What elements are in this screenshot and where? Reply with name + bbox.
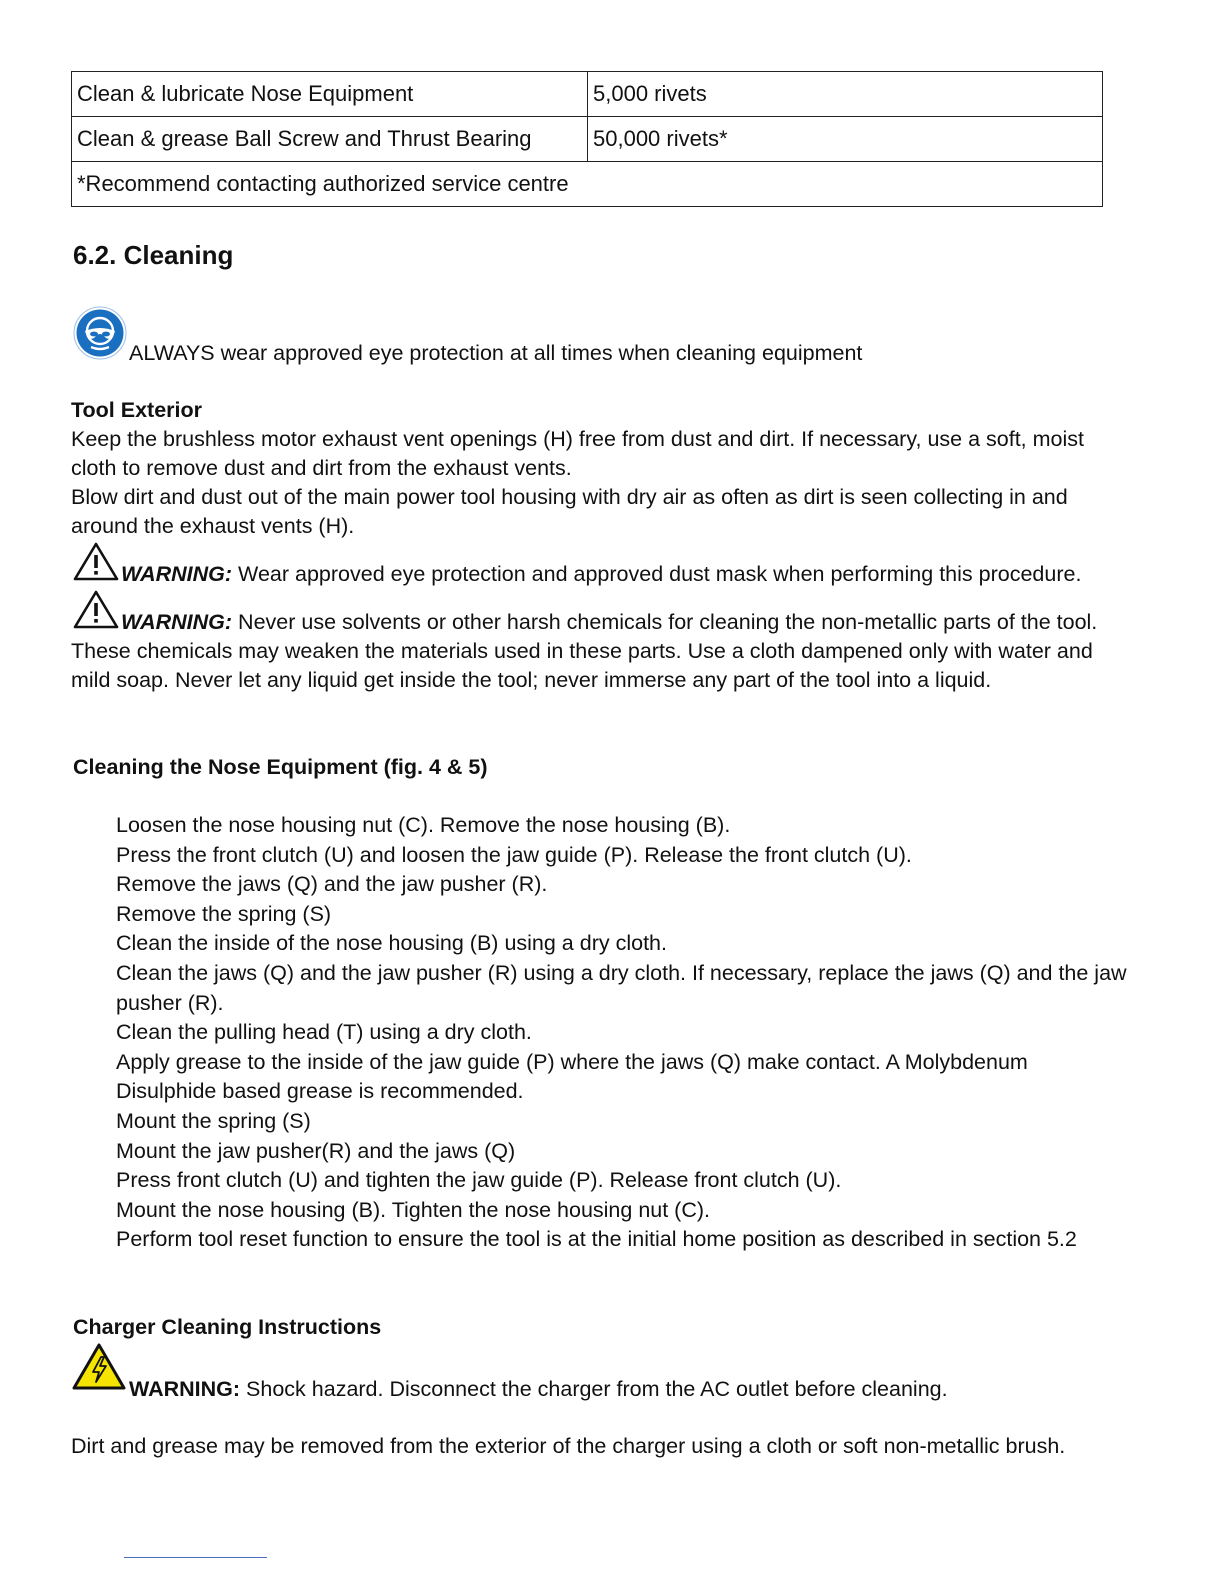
list-item: Loosen the nose housing nut (C). Remove the nose housing (B). xyxy=(116,813,731,837)
list-item: Mount the spring (S) xyxy=(116,1108,311,1133)
list-item: Mount the jaw pusher(R) and the jaws (Q) xyxy=(116,1138,516,1163)
charger-shock-warning xyxy=(129,1375,948,1404)
paragraph-line: mild soap. Never let any liquid get inside the tool; never immerse any part of the tool into a liquid. xyxy=(71,668,992,692)
warning-triangle-icon xyxy=(73,589,119,629)
table-row xyxy=(72,72,1103,117)
table-footnote: *Recommend contacting authorized service centre xyxy=(72,162,1103,207)
list-item: Clean the pulling head (T) using a dry cloth. xyxy=(116,1020,532,1045)
nose-equipment-steps xyxy=(116,811,1156,1255)
paragraph-line: cloth to remove dust and dirt from the exhaust vents. xyxy=(71,456,572,480)
warning-text: Wear approved eye protection and approved dust mask when performing this procedure. xyxy=(232,562,1082,586)
list-item: Remove the spring (S) xyxy=(116,901,332,926)
table-cell-interval: 5,000 rivets xyxy=(588,72,1103,117)
warning-eye-dust xyxy=(121,560,1081,589)
table-row-footnote xyxy=(72,162,1103,207)
list-item: Press front clutch (U) and tighten the jaw guide (P). Release front clutch (U). xyxy=(116,1168,842,1193)
warning-label: WARNING: xyxy=(121,610,233,634)
paragraph-line: around the exhaust vents (H). xyxy=(71,514,355,538)
warning-text: Never use solvents or other harsh chemicals for cleaning the non-metallic parts of the tool. xyxy=(232,610,1098,634)
list-item: Disulphide based grease is recommended. xyxy=(116,1079,524,1104)
warning-text: Shock hazard. Disconnect the charger from the AC outlet before cleaning. xyxy=(240,1377,948,1401)
paragraph-line: Blow dirt and dust out of the main power tool housing with dry air as often as dirt is seen collecting in and xyxy=(71,485,1068,509)
paragraph-line: Keep the brushless motor exhaust vent openings (H) free from dust and dirt. If necessary, use a soft, moist xyxy=(71,427,1084,451)
tool-exterior-heading: Tool Exterior xyxy=(71,398,203,422)
footer-divider xyxy=(124,1557,267,1558)
maintenance-table xyxy=(71,71,1103,207)
warning-solvents xyxy=(121,608,1097,637)
table-row xyxy=(72,117,1103,162)
electric-shock-warning-icon xyxy=(71,1342,127,1392)
list-item: Remove the jaws (Q) and the jaw pusher (R). xyxy=(116,872,548,897)
warning-triangle-icon xyxy=(73,541,119,581)
list-item: Clean the inside of the nose housing (B) using a dry cloth. xyxy=(116,931,667,956)
list-item: Perform tool reset function to ensure the tool is at the initial home position as described in section 5.2 xyxy=(116,1227,1077,1252)
list-item: Apply grease to the inside of the jaw guide (P) where the jaws (Q) make contact. A Molybdenum xyxy=(116,1049,1028,1074)
list-item: Mount the nose housing (B). Tighten the nose housing nut (C). xyxy=(116,1197,711,1222)
paragraph-line: These chemicals may weaken the materials used in these parts. Use a cloth dampened only with water and xyxy=(71,639,1093,663)
list-item: Clean the jaws (Q) and the jaw pusher (R) using a dry cloth. If necessary, replace the jaws (Q) and the jaw xyxy=(116,960,1127,985)
section-title: 6.2. Cleaning xyxy=(73,240,234,270)
warning-label: WARNING: xyxy=(129,1377,241,1401)
table-cell-interval: 50,000 rivets* xyxy=(588,117,1103,162)
charger-cleaning-text: Dirt and grease may be removed from the exterior of the charger using a cloth or soft non-metallic brush. xyxy=(71,1434,1066,1458)
eye-protection-icon xyxy=(73,306,127,360)
list-item: pusher (R). xyxy=(116,990,224,1015)
eye-protection-notice: ALWAYS wear approved eye protection at all times when cleaning equipment xyxy=(129,341,863,365)
table-cell-task: Clean & grease Ball Screw and Thrust Bearing xyxy=(72,117,588,162)
table-cell-task: Clean & lubricate Nose Equipment xyxy=(72,72,588,117)
warning-label: WARNING: xyxy=(121,562,233,586)
nose-equipment-heading: Cleaning the Nose Equipment (fig. 4 & 5) xyxy=(73,755,488,779)
list-item: Press the front clutch (U) and loosen the jaw guide (P). Release the front clutch (U). xyxy=(116,842,912,867)
charger-heading: Charger Cleaning Instructions xyxy=(73,1315,382,1339)
